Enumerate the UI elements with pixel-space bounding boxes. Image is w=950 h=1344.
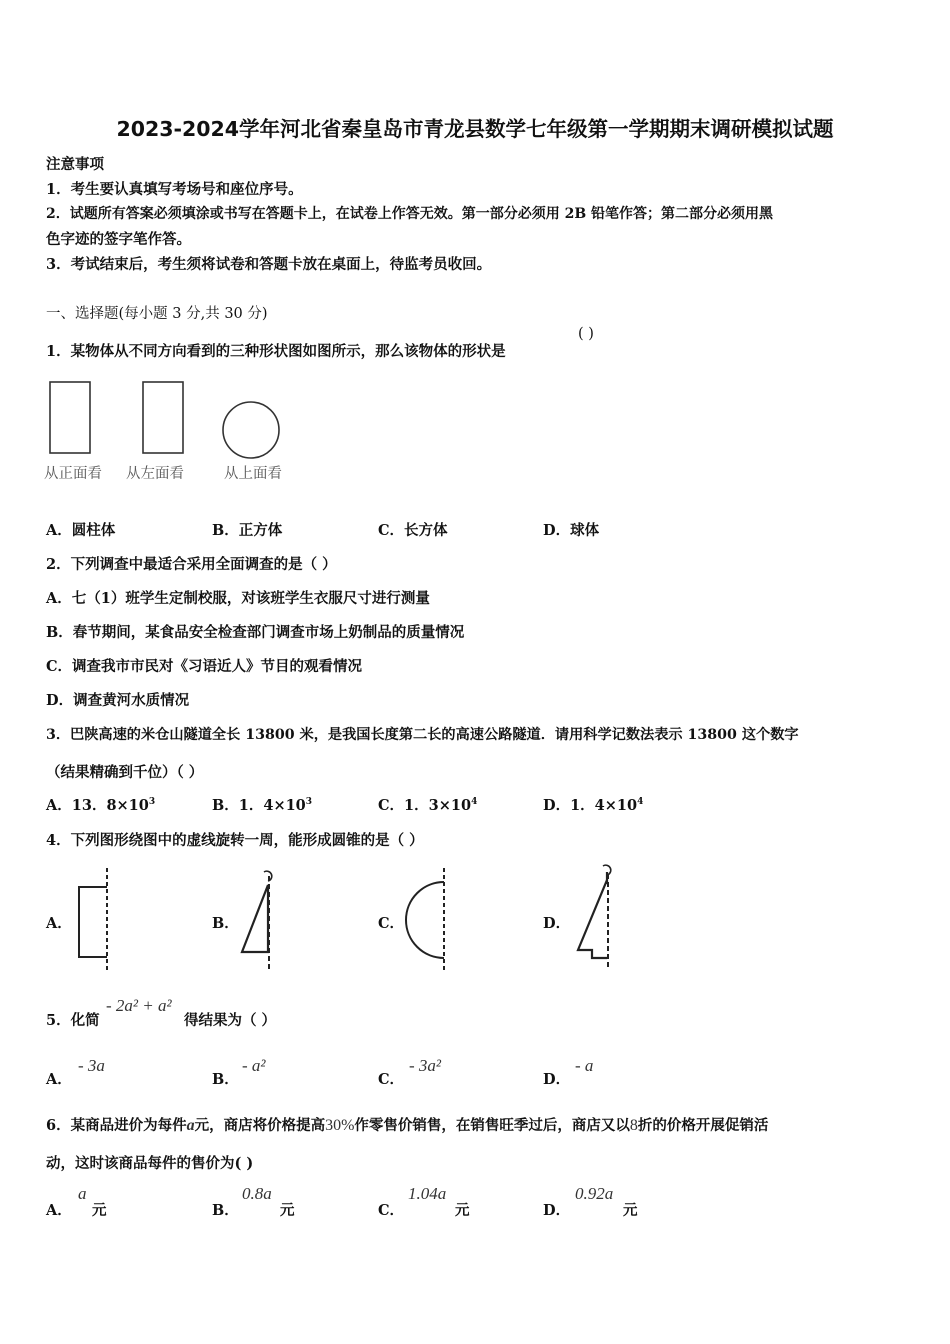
q5-stem-pre: 5．化简 [46, 1012, 100, 1029]
q6-option-b-expr[interactable]: 0.8a [242, 1184, 272, 1203]
q3-option-c[interactable]: C．1．$3\times 10^4$ [378, 797, 478, 814]
q2-option-c[interactable]: C．调查我市市民对《习语近人》节目的观看情况 [46, 658, 363, 675]
q5-option-b-letter[interactable]: B． [212, 1071, 239, 1088]
q5-option-a-expr[interactable]: - 3a [78, 1056, 105, 1075]
q4-stem: 4．下列图形绕图中的虚线旋转一周，能形成圆锥的是（ ） [46, 832, 424, 849]
view-label-front: 从正面看 [44, 466, 102, 482]
view-label-left: 从左面看 [126, 466, 184, 482]
q3-stem-line1: 3．巴陕高速的米仓山隧道全长 13800 米，是我国长度第二长的高速公路隧道．请用科学记数法表示 13800 这个数字 [46, 727, 799, 743]
q2-option-a[interactable]: A．七（1）班学生定制校服，对该班学生衣服尺寸进行测量 [46, 590, 430, 607]
q5-option-a-letter[interactable]: A． [46, 1071, 72, 1088]
notice-item: 色字迹的签字笔作答。 [46, 231, 191, 248]
q4-figure-d [570, 860, 620, 972]
section-heading: 一、选择题(每小题 3 分,共 30 分) [46, 306, 268, 322]
q4-figure-c [400, 866, 455, 972]
left-view-rect [143, 382, 183, 453]
q1-option-a[interactable]: A．圆柱体 [46, 522, 116, 539]
q2-stem: 2．下列调查中最适合采用全面调查的是（ ） [46, 556, 337, 573]
q6-option-c-expr[interactable]: 1.04a [408, 1184, 447, 1203]
q3-option-d[interactable]: D．1．$4\times 10^4$ [543, 797, 644, 814]
q4-figure-a [74, 866, 114, 972]
q1-stem: 1．某物体从不同方向看到的三种形状图如图所示，那么该物体的形状是 [46, 343, 506, 360]
q5-stem-post: 得结果为（ ） [184, 1012, 277, 1029]
q6-option-a-letter[interactable]: A． [46, 1202, 72, 1219]
notice-item: 2．试题所有答案必须填涂或书写在答题卡上，在试卷上作答无效。第一部分必须用 2B 铅笔作答；第二部分必须用黑 [46, 206, 774, 222]
view-label-top: 从上面看 [224, 466, 282, 482]
q6-option-d-letter[interactable]: D． [543, 1202, 571, 1219]
q5-expression: - 2a² + a² [106, 996, 172, 1015]
q6-stem-line1: 6．某商品进价为每件a元，商店将价格提高30%作零售价销售，在销售旺季过后，商店又以8折的价格开展促销活 [46, 1117, 769, 1134]
q4-option-d[interactable]: D． [543, 915, 571, 932]
q6-option-b-unit: 元 [280, 1202, 295, 1219]
q3-option-b[interactable]: B．1．$4\times 10^3$ [212, 797, 313, 814]
q1-three-views-figure [40, 375, 300, 465]
q3-option-a[interactable]: A．13．$8\times 10^3$ [46, 797, 156, 814]
q5-option-d-letter[interactable]: D． [543, 1071, 571, 1088]
q5-option-c-letter[interactable]: C． [378, 1071, 405, 1088]
q2-option-d[interactable]: D．调查黄河水质情况 [46, 692, 190, 709]
q4-option-c[interactable]: C． [378, 915, 405, 932]
page-title: 2023-2024学年河北省秦皇岛市青龙县数学七年级第一学期期末调研模拟试题 [116, 117, 834, 141]
q4-option-a[interactable]: A． [46, 915, 72, 932]
q6-option-c-letter[interactable]: C． [378, 1202, 405, 1219]
q6-option-a-unit: 元 [92, 1202, 107, 1219]
q4-option-b[interactable]: B． [212, 915, 239, 932]
q6-option-a-expr[interactable]: a [78, 1184, 87, 1203]
rotation-arrow-icon [264, 871, 272, 881]
q5-option-d-expr[interactable]: - a [575, 1056, 594, 1075]
q5-option-c-expr[interactable]: - 3a² [409, 1056, 442, 1075]
q6-option-b-letter[interactable]: B． [212, 1202, 239, 1219]
q2-option-b[interactable]: B．春节期间，某食品安全检查部门调查市场上奶制品的质量情况 [46, 624, 465, 641]
q6-option-d-unit: 元 [623, 1202, 638, 1219]
notice-item: 1．考生要认真填写考场号和座位序号。 [46, 181, 303, 198]
q1-option-d[interactable]: D．球体 [543, 522, 600, 539]
notice-heading: 注意事项 [46, 156, 104, 173]
q5-option-b-expr[interactable]: - a² [242, 1056, 266, 1075]
q1-option-b[interactable]: B．正方体 [212, 522, 283, 539]
q1-option-c[interactable]: C．长方体 [378, 522, 448, 539]
q6-stem-line2: 动，这时该商品每件的售价为( ) [46, 1155, 254, 1172]
front-view-rect [50, 382, 90, 453]
top-view-circle [223, 402, 279, 458]
q3-stem-line2: （结果精确到千位）（ ） [46, 764, 204, 781]
notice-item: 3．考试结束后，考生须将试卷和答题卡放在桌面上，待监考员收回。 [46, 256, 492, 273]
q6-option-c-unit: 元 [455, 1202, 470, 1219]
q1-answer-paren: ( ) [578, 326, 594, 342]
q6-option-d-expr[interactable]: 0.92a [575, 1184, 614, 1203]
q4-figure-b [234, 866, 284, 972]
